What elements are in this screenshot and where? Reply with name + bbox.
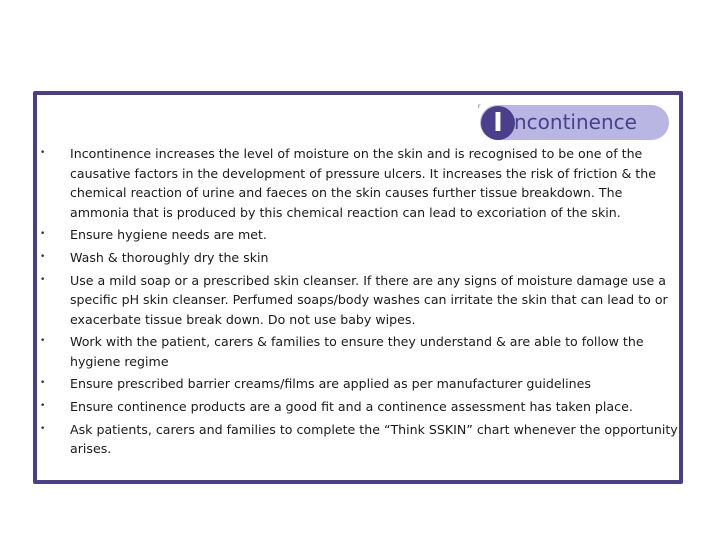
list-item	[40, 248, 680, 268]
bullet-icon: •	[40, 336, 46, 347]
bullet-icon: •	[40, 401, 46, 412]
badge-initial: I	[481, 106, 515, 140]
list-item-text: Incontinence increases the level of moisture on the skin and is recognised to be one of the causative factors in the development of pressure ulcers. It increases the risk of friction & the chemical reaction of urine and faeces on the skin causes further tissue breakdown. The ammonia that is produced by this chemical reaction can lead to excoriation of the skin.	[70, 146, 656, 220]
list-item	[40, 271, 680, 330]
bullet-icon: •	[40, 378, 46, 389]
badge-mark: r	[478, 103, 481, 110]
list-item-text: Wash & thoroughly dry the skin	[70, 249, 269, 265]
list-item-text: Ensure continence products are a good fit and a continence assessment has taken place.	[70, 399, 633, 415]
bullet-icon: •	[40, 274, 46, 285]
list-item	[40, 225, 680, 245]
list-item	[40, 397, 680, 417]
list-item	[40, 332, 680, 371]
list-item-text: Ensure prescribed barrier creams/films are applied as per manufacturer guidelines	[70, 376, 591, 392]
bullet-icon: •	[40, 229, 46, 240]
list-item	[40, 420, 680, 459]
badge-title: ncontinence	[514, 110, 637, 134]
bullet-icon: •	[40, 423, 46, 434]
list-item-text: Ensure hygiene needs are met.	[70, 227, 267, 243]
list-item	[40, 374, 680, 394]
list-item-text: Ask patients, carers and families to complete the “Think SSKIN” chart whenever the opportunity arises.	[70, 421, 678, 457]
bullet-icon: •	[40, 148, 46, 158]
bullet-list	[40, 144, 680, 462]
bullet-icon: •	[40, 251, 46, 262]
list-item-text: Work with the patient, carers & families to ensure they understand & are able to follow the hygiene regime	[70, 334, 644, 369]
list-item	[40, 144, 680, 222]
list-item-text: Use a mild soap or a prescribed skin cleanser. If there are any signs of moisture damage use a specific pH skin cleanser. Perfumed soaps/body washes can irritate the skin that can lead to or exacerbate tissue break down. Do not use baby wipes.	[70, 272, 668, 327]
